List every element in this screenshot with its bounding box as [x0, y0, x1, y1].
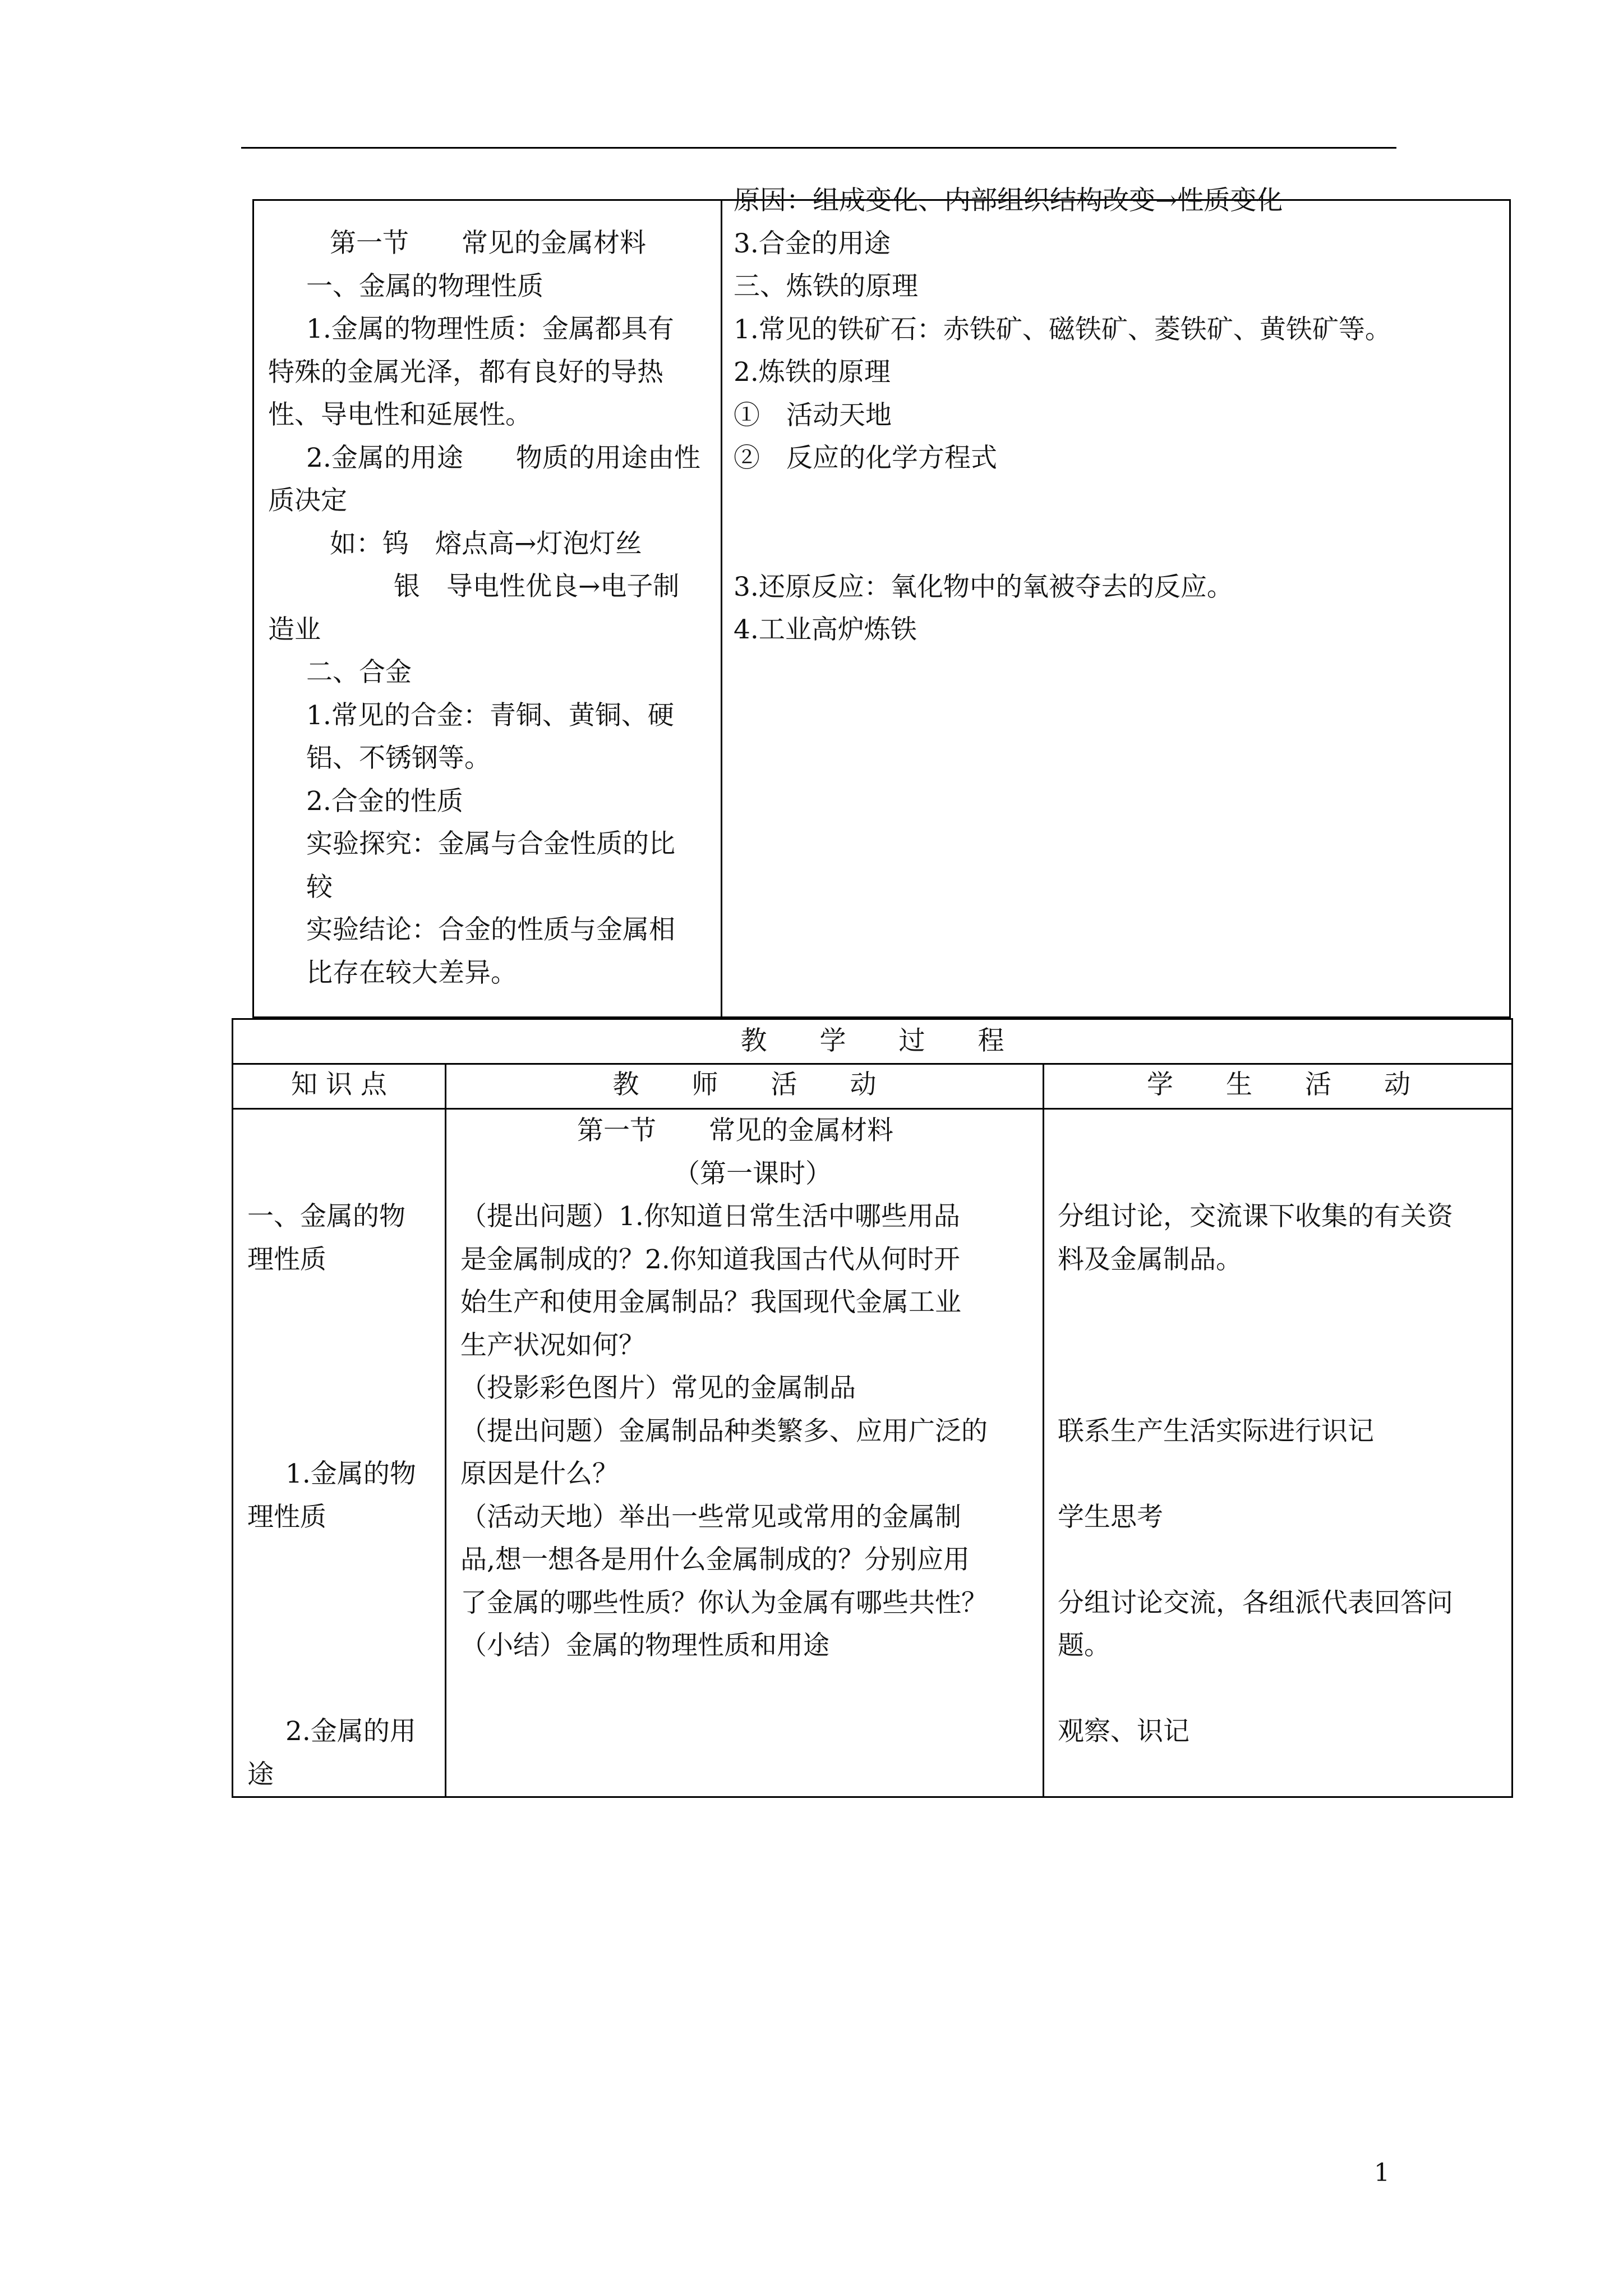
teaching-process-table [232, 1018, 1513, 1798]
outline-line: 一、金属的物理性质 [306, 270, 543, 302]
student-line [1058, 1668, 1506, 1711]
outline-line: 2.炼铁的原理 [734, 357, 891, 388]
outline-line [734, 480, 1502, 523]
teacher-line: 第一节 常见的金属材料 [577, 1115, 893, 1146]
outline-line: 实验探究：金属与合金性质的比 [306, 829, 675, 859]
outline-line [734, 523, 1502, 566]
outline-line: 2.合金的性质 [306, 785, 463, 817]
student-line [1058, 1281, 1506, 1324]
knowledge-line: 一、金属的物 [247, 1201, 405, 1232]
knowledge-line [247, 1367, 438, 1410]
student-line: 题。 [1058, 1630, 1110, 1661]
outline-line: 造业 [268, 614, 321, 645]
outline-line: 二、合金 [306, 657, 412, 688]
outline-line: 1.常见的铁矿石：赤铁矿、磁铁矿、菱铁矿、黄铁矿等。 [734, 314, 1391, 345]
knowledge-line: 途 [247, 1759, 274, 1790]
teacher-column [460, 1110, 1038, 1668]
outline-line: ② 反应的化学方程式 [734, 443, 997, 473]
knowledge-line: 1.金属的物 [285, 1458, 416, 1489]
header-student: 学 生 活 动 [1147, 1069, 1410, 1100]
student-line: 学生思考 [1058, 1501, 1163, 1533]
outline-line: 三、炼铁的原理 [734, 271, 918, 302]
outline-line: 铝、不锈钢等。 [306, 743, 491, 774]
outline-column-divider [721, 201, 722, 1016]
student-line [1058, 1110, 1506, 1153]
outline-line: 性、导电性和延展性。 [268, 399, 532, 430]
column-divider [1043, 1063, 1044, 1796]
header-teacher: 教 师 活 动 [612, 1069, 877, 1100]
knowledge-line [247, 1410, 438, 1453]
knowledge-column [247, 1110, 438, 1796]
outline-line: 特殊的金属光泽，都有良好的导热 [268, 356, 663, 388]
teacher-line: （提出问题）1.你知道日常生活中哪些用品 [460, 1201, 960, 1232]
knowledge-line [247, 1668, 438, 1711]
outline-line: 较 [306, 871, 333, 903]
outline-line: 银 导电性优良→电子制 [394, 571, 680, 602]
student-line [1058, 1153, 1506, 1196]
outline-line: 3.还原反应：氧化物中的氧被夺去的反应。 [734, 571, 1233, 602]
knowledge-line [247, 1324, 438, 1368]
header-knowledge: 知 识 点 [291, 1069, 387, 1100]
teacher-line: 生产状况如何？ [460, 1329, 645, 1361]
outline-line: 1.常见的合金：青铜、黄铜、硬 [306, 700, 674, 731]
section-title: 第一节 常见的金属材料 [330, 228, 646, 259]
student-line [1058, 1453, 1506, 1496]
knowledge-line [247, 1582, 438, 1625]
teacher-line: 始生产和使用金属制品？我国现代金属工业 [460, 1287, 961, 1318]
teacher-line: （小结）金属的物理性质和用途 [460, 1630, 829, 1661]
teacher-line: （投影彩色图片）常见的金属制品 [460, 1373, 856, 1404]
knowledge-line: 2.金属的用 [285, 1716, 416, 1747]
knowledge-line [247, 1281, 438, 1324]
student-line: 分组讨论，交流课下收集的有关资 [1058, 1201, 1453, 1232]
teacher-line: 是金属制成的？2.你知道我国古代从何时开 [460, 1244, 960, 1275]
knowledge-line: 理性质 [247, 1244, 326, 1275]
page-number: 1 [1374, 2159, 1390, 2187]
outline-table [252, 185, 1511, 1018]
outline-line: 原因：组成变化、内部组织结构改变→性质变化 [734, 185, 1283, 216]
knowledge-line [247, 1539, 438, 1582]
outline-left-column [268, 201, 717, 995]
student-line: 观察、识记 [1058, 1716, 1189, 1747]
student-line [1058, 1539, 1506, 1582]
outline-right-column [734, 185, 1502, 652]
teacher-line: 了金属的哪些性质？你认为金属有哪些共性？ [460, 1587, 988, 1618]
outline-line: 质决定 [268, 485, 347, 516]
student-line [1058, 1324, 1506, 1368]
teacher-line: （第一课时） [674, 1158, 832, 1189]
knowledge-line: 理性质 [247, 1501, 326, 1533]
outline-line: 实验结论：合金的性质与金属相 [306, 914, 675, 945]
outline-line: 比存在较大差异。 [306, 957, 517, 988]
student-column [1058, 1110, 1506, 1754]
outline-line: ① 活动天地 [734, 399, 892, 431]
process-title: 教 学 过 程 [740, 1025, 1004, 1056]
teacher-line: 原因是什么？ [460, 1458, 619, 1489]
teacher-line: （活动天地）举出一些常见或常用的金属制 [460, 1501, 961, 1533]
outline-line: 如：钨 熔点高→灯泡灯丝 [330, 528, 642, 559]
teacher-line: 品,想一想各是用什么金属制成的？分别应用 [460, 1544, 970, 1575]
knowledge-line [247, 1110, 438, 1153]
teacher-line: （提出问题）金属制品种类繁多、应用广泛的 [460, 1415, 988, 1447]
knowledge-line [247, 1625, 438, 1668]
knowledge-line [247, 1153, 438, 1196]
header-rule [241, 147, 1396, 149]
student-line: 联系生产生活实际进行识记 [1058, 1415, 1374, 1447]
student-line [1058, 1367, 1506, 1410]
outline-line: 2.金属的用途 物质的用途由性 [306, 442, 700, 473]
outline-line: 1.金属的物理性质：金属都具有 [306, 314, 674, 344]
student-line: 分组讨论交流，各组派代表回答问 [1058, 1587, 1453, 1618]
student-line: 料及金属制品。 [1058, 1244, 1242, 1275]
outline-line: 4.工业高炉炼铁 [734, 614, 917, 645]
column-divider [445, 1063, 446, 1796]
outline-line: 3.合金的用途 [734, 228, 891, 259]
